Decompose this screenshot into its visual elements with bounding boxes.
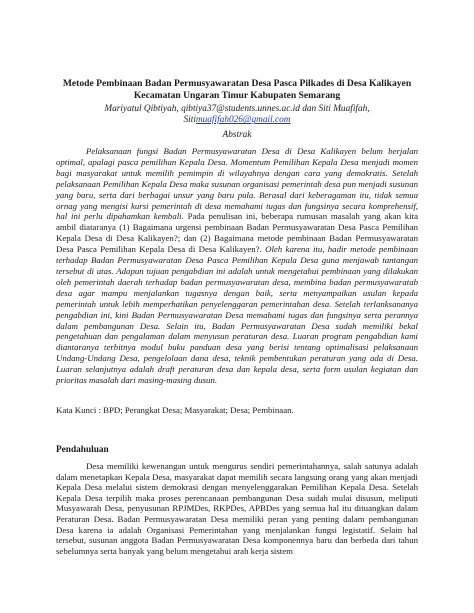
authors-line-2-prefix: Siti <box>183 115 196 126</box>
abstract-heading: Abstrak <box>222 130 252 140</box>
keywords: Kata Kunci : BPD; Perangkat Desa; Masyarakat; Desa; Pembinaan. <box>56 405 294 415</box>
intro-paragraph: Desa memiliki kewenangan untuk mengurus sendiri pemerintahannya, salah satunya adalah dalam menetapkan Kepala Desa, masyarakat dapat memilih secara langsung orang yang akan menjadi Kepala Desa melalui sistem demokrasi dengan menyelenggarakan Pemilihan Kepala Desa. Setelah Kepala Desa terpilih maka proses perencanaan pembangunan Desa sudah mulai disusun, meliputi Musyawarah Desa, penyusunan RPJMDes, RKPDes, APBDes yang semua hal itu dituangkan dalam Peraturan Desa. Badan Permusyawaratan Desa memiliki peran yang penting dalam pembangunan Desa karena ia adalah Organisasi Pemerintahan yang menjalankan fungsi legistatif. Selain hal tersebut, susunan anggota Badan Permusyawaratan Desa komponennya baru dan berbeda dari tahun sebelumnya serta banyak yang belum mengetahui arah kerja sistem <box>56 461 418 556</box>
title-line-2: Kecamatan Ungaran Timur Kabupaten Semarang <box>133 89 341 101</box>
section-heading: Pendahuluan <box>56 445 109 455</box>
authors-line-2 <box>40 115 434 126</box>
abstract-body <box>56 146 418 386</box>
abstract-part-2: Pada penulisan ini, beberapa rumusan masalah yang akan kita ambil diataranya (1) Bagaimana urgensi pembinaan Badan Permusyawaratan Desa Pasca Pemilihan Kepala Desa di Desa Kalikayen?; dan (2) Bagaimana metode pembinaan Badan Permusyawaratan Desa Pasca Pemilihan Kepala Desa di Desa Kalikayen?. <box>56 211 418 255</box>
authors-line-1: Mariyatul Qibtiyah, qibtiya37@students.unnes.ac.id dan Siti Muafifah, <box>104 104 370 114</box>
author-email-link[interactable]: muafifah026@gmail.com <box>195 115 291 126</box>
author-block <box>40 104 434 127</box>
abstract-part-3: Oleh karena itu, hadir metode pembinaan terhadap Badan Permusyawaratan Desa Pasca Pemilihan Kepala Desa guna menjawab tantangan tersebut di atas. Adapun tujuan pengabdian ini adalah untuk mengetahui pembinaan yang dilakukan oleh pemerintah daerah terhadap badan permusyawaratan desa, membina badan permusyawaratab desa agar mampu menjalankan tugasnya dengan baik, serta menyampaikan usulan kepada pemerintah untuk lebih memperhatikan penyelenggaran pemerintahan desa. Setelah terlanksananya pengabdian ini, kini Badan Permusyawaratan Desa memahami tugas dan fungsinya serta perannya dalam pembangunan Desa. Selain itu, Badan Permusyawaratan Desa sudah memiliki bekal pengetahuan dan pengalaman dalam menyusun peraturan desa. Luaran program pengabdian kami diantaranya terbitnya modul buku panduan desa yang berisi tentang optimalisasi pelaksanaan Undang-Undang Desa, pengelolaan dana desa, teknik pembentukan peraturan yang ada di Desa. Luaran selanjutnya adalah draft peraturan desa dan kepala desa, serta form usulan kegiatan dan prioritas masalah dari masing-masing dusun. <box>56 244 418 386</box>
paper-title <box>40 78 434 101</box>
title-line-1: Metode Pembinaan Badan Permusyawaratan Desa Pasca Pilkades di Desa Kalikayen <box>62 78 412 89</box>
abstract-part-1: Pelaksanaan fungsi Badan Permusyawaratan Desa di Desa Kalikayen belum berjalan optimal, apalagi pasca pemilihan Kepala Desa. Momentum Pemilihan Kepala Desa menjadi momen bagi masyarakat untuk memilih pemimpin di wilayahnya dengan cara yang demokratis. Setelah pelaksanaan Pemilihan Kepala Desa maka susunan organisasi pemerintah desa pun menjadi susunan yang baru, serta dari berbagai unsur yang baru pula. Berasal dari keberagaman itu, tidak semua ornag yang mengisi kursi pemerintah di desa memahami tugas dan fungsinya secara komprehensif, hal ini perlu dipahamkan kembali. <box>56 146 418 222</box>
